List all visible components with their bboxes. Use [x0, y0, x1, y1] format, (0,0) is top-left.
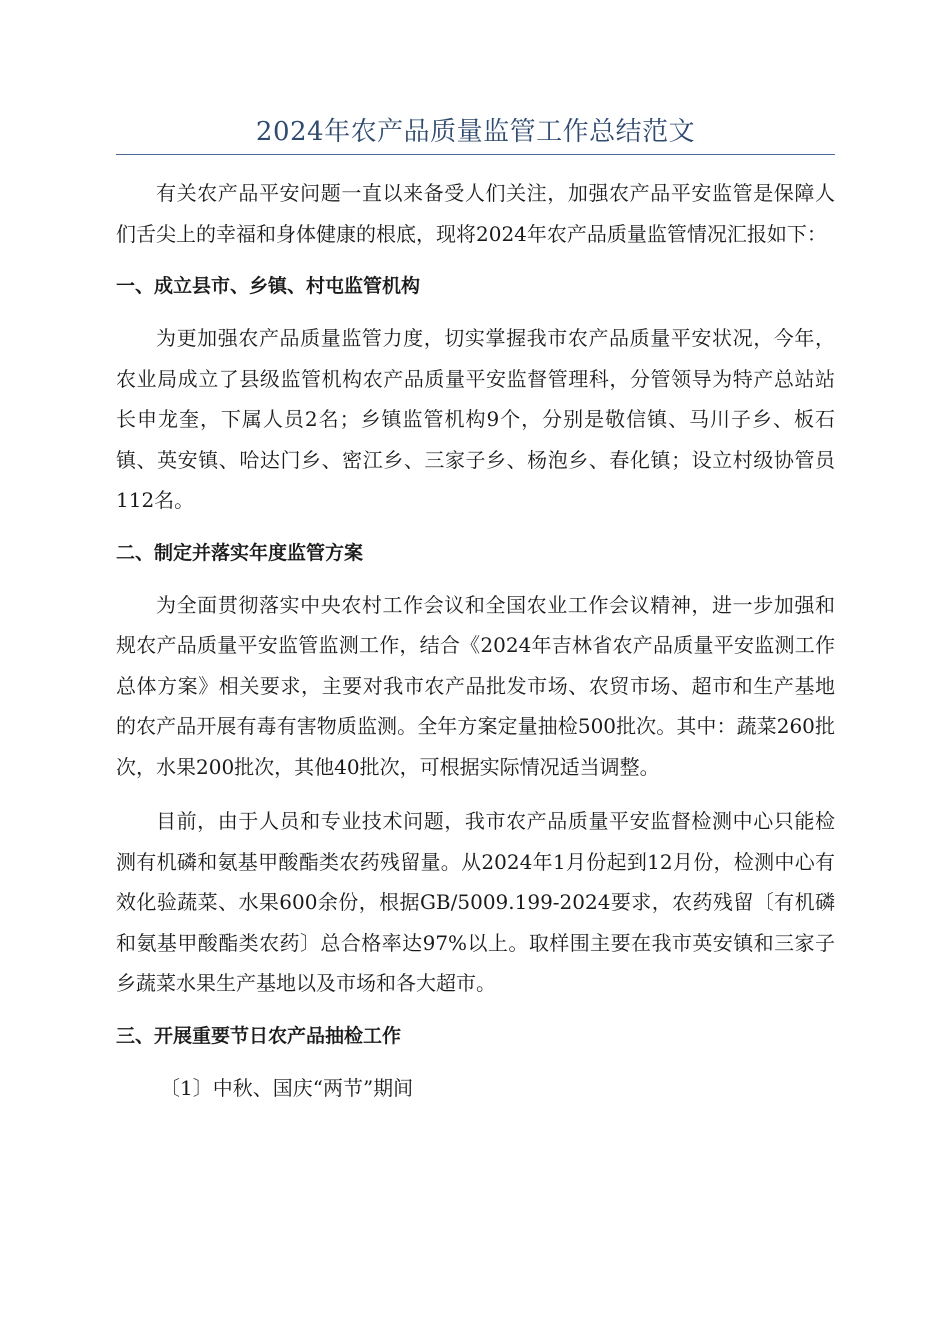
document-title: 2024年农产品质量监管工作总结范文: [255, 117, 696, 147]
section-1-heading: 一、成立县市、乡镇、村屯监管机构: [116, 275, 421, 297]
section-3-list-item: 〔1〕中秋、国庆“两节”期间: [160, 1075, 414, 1100]
intro-paragraph: 有关农产品平安问题一直以来备受人们关注，加强农产品平安监管是保障人们舌尖上的幸福和身体健康的根底，现将2024年农产品质量监管情况汇报如下：: [116, 181, 835, 246]
section-3-heading: 三、开展重要节日农产品抽检工作: [116, 1024, 402, 1047]
section-2-paragraph-2: 目前，由于人员和专业技术问题，我市农产品质量平安监督检测中心只能检测有机磷和氨基甲酸酯类农药残留量。从2024年1月份起到12月份，检测中心有效化验蔬菜、水果600余份，根据GB/5009.199-2024要求，农药残留〔有机磷和氨基甲酸酯类农药〕总合格率达97%以上。取样围主要在我市英安镇和三家子乡蔬菜水果生产基地以及市场和各大超市。: [116, 809, 835, 995]
document-page: [116, 112, 835, 1108]
section-2-paragraph-1: 为全面贯彻落实中央农村工作会议和全国农业工作会议精神，进一步加强和规农产品质量平安监管监测工作，结合《2024年吉林省农产品质量平安监测工作总体方案》相关要求，主要对我市农产品批发市场、农贸市场、超市和生产基地的农产品开展有毒有害物质监测。全年方案定量抽检500批次。其中：蔬菜260批次，水果200批次，其他40批次，可根据实际情况适当调整。: [116, 592, 835, 779]
section-1-paragraph-1: 为更加强农产品质量监管力度，切实掌握我市农产品质量平安状况，今年，农业局成立了县级监管机构农产品质量平安监督管理科，分管领导为特产总站站长申龙奎，下属人员2名；乡镇监管机构9个，分别是敬信镇、马川子乡、板石镇、英安镇、哈达门乡、密江乡、三家子乡、杨泡乡、春化镇；设立村级协管员112名。: [116, 326, 835, 512]
section-2-heading: 二、制定并落实年度监管方案: [116, 541, 364, 564]
title-underline: [116, 154, 835, 155]
